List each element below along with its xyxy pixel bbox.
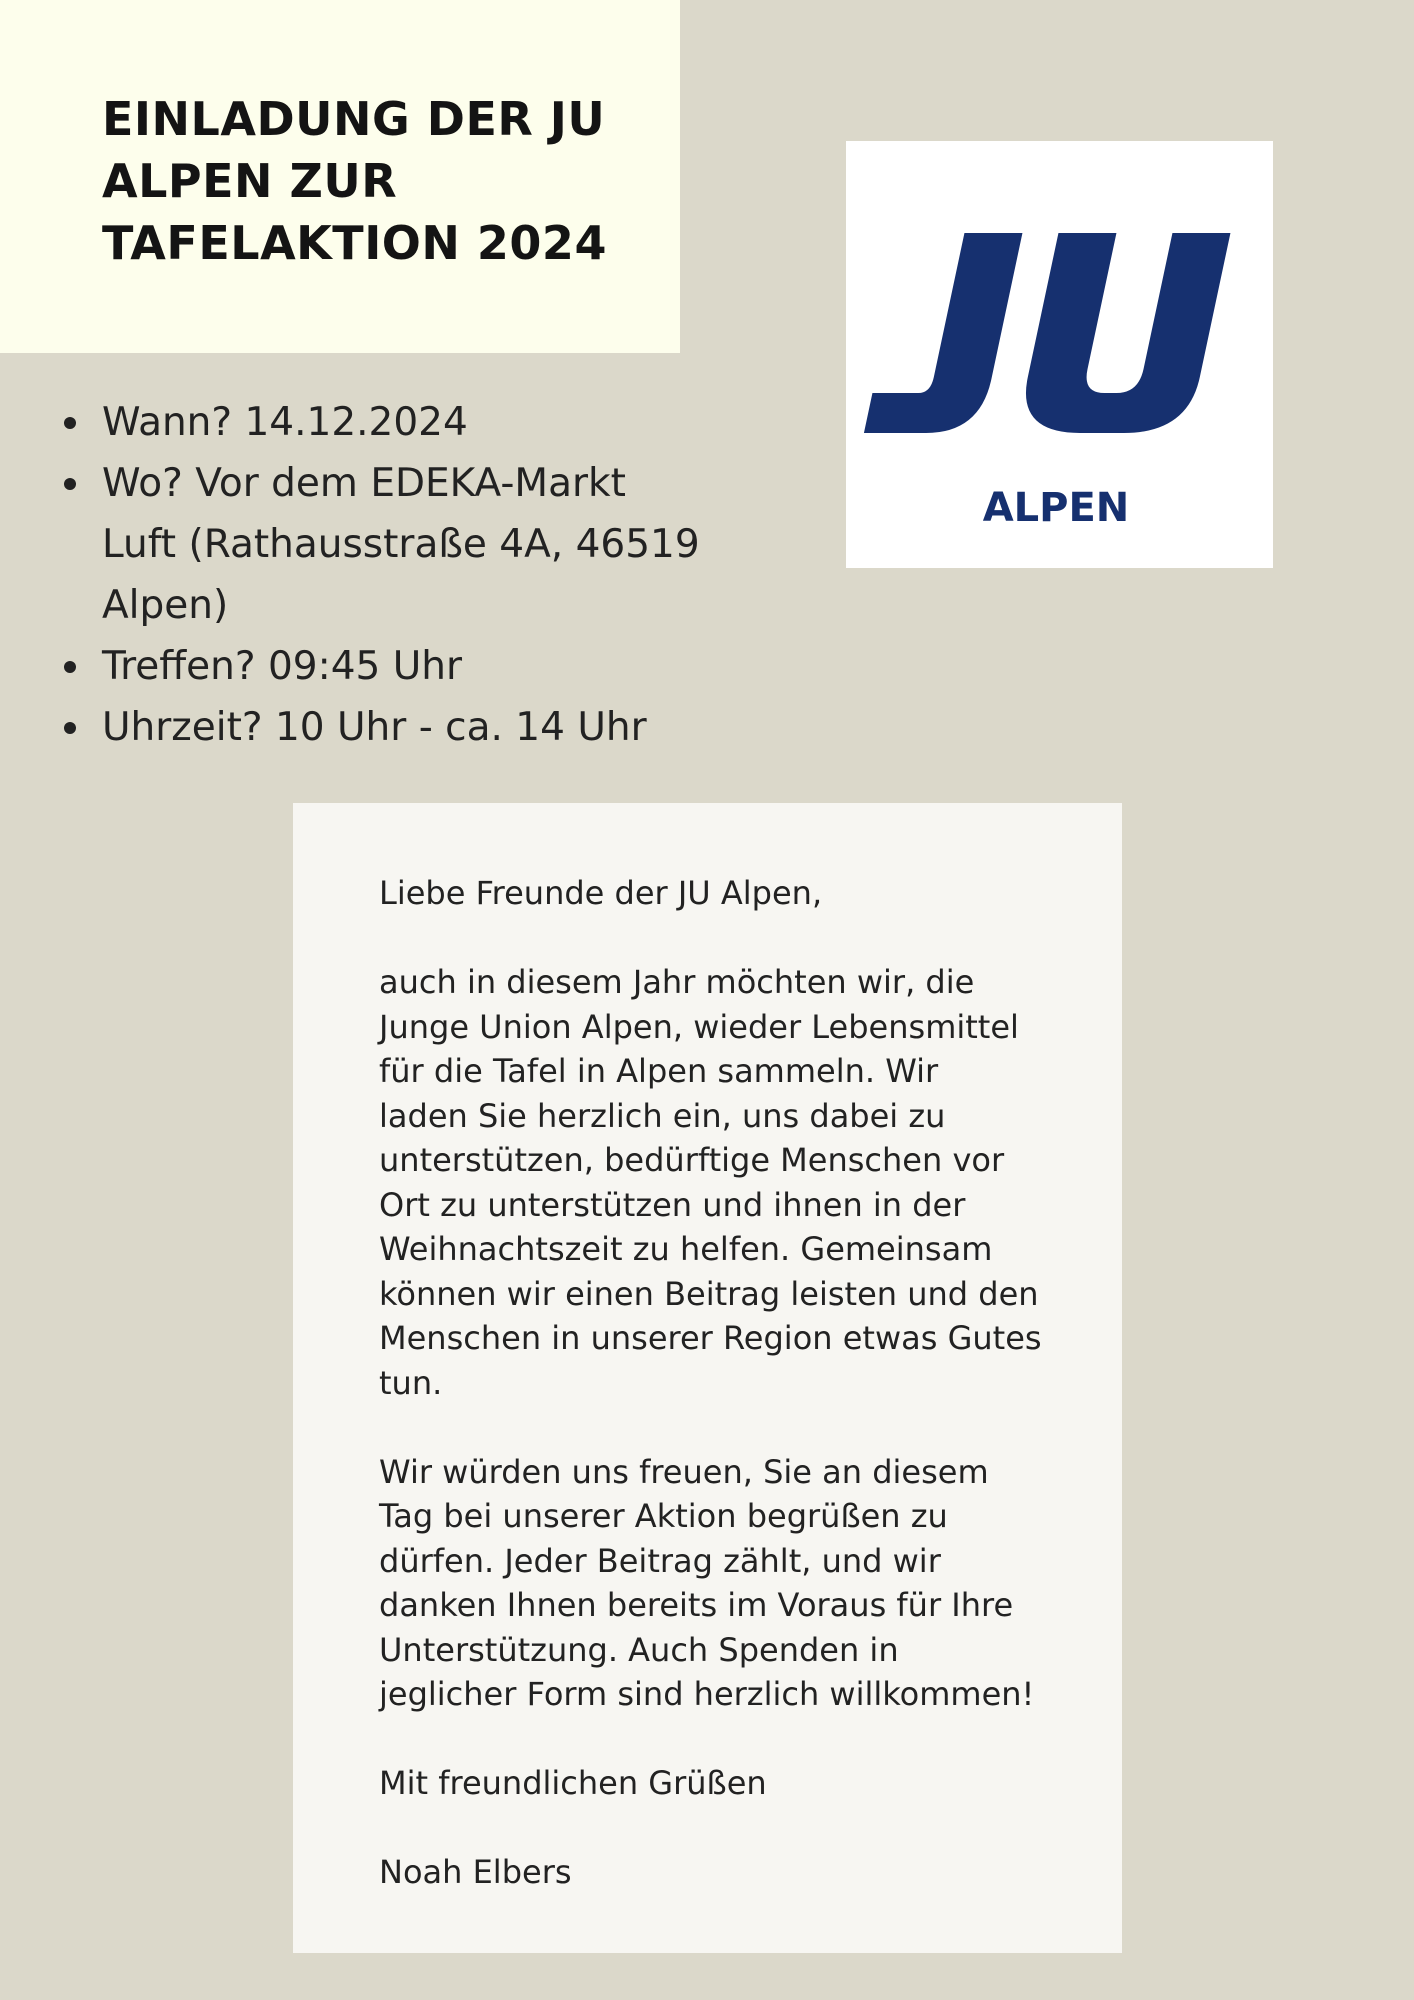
letter-line: Tag bei unserer Aktion begrüßen zu bbox=[379, 1497, 948, 1535]
letter-line: dürfen. Jeder Beitrag zählt, und wir bbox=[379, 1541, 941, 1580]
letter-line: jeglicher Form sind herzlich willkommen! bbox=[379, 1675, 1035, 1713]
title-line: ALPEN ZUR bbox=[102, 154, 398, 208]
detail-line: Treffen? 09:45 Uhr bbox=[102, 644, 463, 689]
ju-alpen-logo bbox=[846, 141, 1273, 568]
title-panel bbox=[0, 0, 680, 353]
letter-paragraph-2 bbox=[379, 1450, 1099, 1717]
detail-time bbox=[62, 697, 702, 758]
letter-greeting: Liebe Freunde der JU Alpen, bbox=[379, 874, 823, 912]
letter-paragraph-1 bbox=[379, 960, 1099, 1405]
letter-closing: Mit freundlichen Grüßen bbox=[379, 1764, 767, 1802]
letter-line: tun. bbox=[379, 1363, 443, 1402]
detail-when bbox=[62, 392, 702, 453]
bullet-icon bbox=[64, 722, 76, 734]
letter-line: auch in diesem Jahr möchten wir, die bbox=[379, 963, 975, 1001]
page-title bbox=[102, 88, 662, 274]
detail-line: Alpen) bbox=[102, 583, 229, 628]
detail-line: Wo? Vor dem EDEKA-Markt bbox=[102, 461, 626, 506]
logo-subtitle: ALPEN bbox=[982, 485, 1130, 531]
detail-line: Wann? 14.12.2024 bbox=[102, 400, 468, 445]
letter-line: Menschen in unserer Region etwas Gutes bbox=[379, 1319, 1042, 1357]
letter-line: Unterstützung. Auch Spenden in bbox=[379, 1630, 899, 1669]
detail-line: Luft (Rathausstraße 4A, 46519 bbox=[102, 522, 700, 567]
letter-line: unterstützen, bedürftige Menschen vor bbox=[379, 1141, 1005, 1179]
letter-card bbox=[293, 803, 1122, 1953]
letter-line: Wir würden uns freuen, Sie an diesem bbox=[379, 1452, 989, 1491]
letter-line: können wir einen Beitrag leisten und den bbox=[379, 1274, 1039, 1313]
ju-logo-graphic bbox=[846, 141, 1273, 568]
letter-line: Weihnachtszeit zu helfen. Gemeinsam bbox=[379, 1230, 993, 1268]
letter-line: Junge Union Alpen, wieder Lebensmittel bbox=[379, 1007, 1019, 1046]
bullet-icon bbox=[64, 661, 76, 673]
title-line: EINLADUNG DER JU bbox=[102, 92, 606, 146]
letter-line: Ort zu unterstützen und ihnen in der bbox=[379, 1185, 966, 1224]
letter-signature: Noah Elbers bbox=[379, 1853, 572, 1891]
letter-line: für die Tafel in Alpen sammeln. Wir bbox=[379, 1052, 939, 1090]
event-details-list bbox=[62, 392, 702, 758]
letter-body bbox=[379, 871, 1099, 1939]
detail-meeting bbox=[62, 636, 702, 697]
bullet-icon bbox=[64, 417, 76, 429]
letter-line: danken Ihnen bereits im Voraus für Ihre bbox=[379, 1586, 1014, 1624]
letter-line: laden Sie herzlich ein, uns dabei zu bbox=[379, 1096, 946, 1135]
detail-where bbox=[62, 453, 702, 636]
detail-line: Uhrzeit? 10 Uhr - ca. 14 Uhr bbox=[102, 705, 647, 750]
bullet-icon bbox=[64, 478, 76, 490]
title-line: TAFELAKTION 2024 bbox=[102, 216, 607, 270]
